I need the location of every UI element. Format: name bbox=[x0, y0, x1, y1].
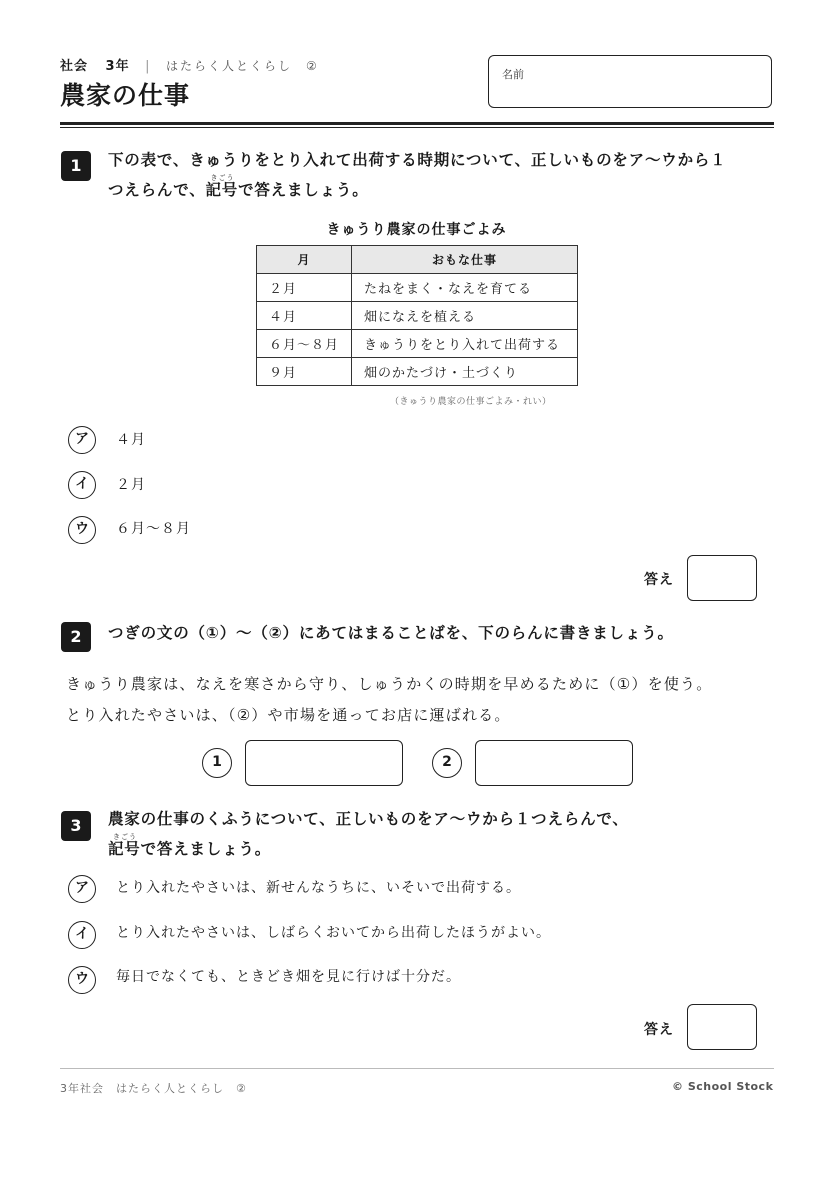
kigou-text: 記号 bbox=[108, 840, 141, 858]
question-number-2: 2 bbox=[61, 622, 91, 652]
table-source: （きゅうり農家の仕事ごよみ・れい） bbox=[390, 397, 552, 407]
question-number-1: 1 bbox=[61, 151, 91, 181]
name-label: 名前 bbox=[502, 68, 524, 81]
blank-1-number: 1 bbox=[202, 748, 232, 778]
answer-label-3: 答え bbox=[644, 1022, 674, 1038]
blank-2-number: 2 bbox=[432, 748, 462, 778]
header-divider: | bbox=[145, 59, 151, 74]
question-3-text bbox=[108, 804, 629, 864]
question-3-line1: 農家の仕事のくふうについて、正しいものをア～ウから１つえらんで、 bbox=[108, 810, 629, 828]
question-2-text: つぎの文の（①）～（②）にあてはまることばを、下のらんに書きましょう。 bbox=[108, 624, 674, 642]
table-row bbox=[257, 302, 578, 330]
question-3-line2-post: で答えましょう。 bbox=[140, 840, 272, 858]
table-cell-work: 畑のかたづけ・土づくり bbox=[352, 358, 578, 386]
footer-copyright: © School Stock bbox=[672, 1080, 774, 1093]
question-2-body-line2: とり入れたやさいは、（②）や市場を通ってお店に運ばれる。 bbox=[66, 706, 511, 724]
table-cell-work: 畑になえを植える bbox=[352, 302, 578, 330]
name-field[interactable] bbox=[488, 55, 772, 108]
table-cell-month: ９月 bbox=[257, 358, 352, 386]
choice-a-mark[interactable]: ア bbox=[68, 426, 96, 454]
choice-a-text: ４月 bbox=[116, 432, 146, 448]
table-cell-work: たねをまく・なえを育てる bbox=[352, 274, 578, 302]
choice-i-mark[interactable]: イ bbox=[68, 471, 96, 499]
choice-u-mark[interactable]: ウ bbox=[68, 516, 96, 544]
table-cell-month: ６月～８月 bbox=[257, 330, 352, 358]
kigou-ruby: きごう bbox=[210, 174, 235, 182]
blank-1-box[interactable] bbox=[245, 740, 403, 786]
answer-box-1[interactable] bbox=[687, 555, 757, 601]
unit-label: はたらく人とくらし ② bbox=[166, 59, 319, 73]
choice-i-mark[interactable]: イ bbox=[68, 921, 96, 949]
question-number-3: 3 bbox=[61, 811, 91, 841]
choice-u-text: 毎日でなくても、ときどき畑を見に行けば十分だ。 bbox=[116, 969, 461, 985]
question-2-body-line1: きゅうり農家は、なえを寒さから守り、しゅうかくの時期を早めるために（①）を使う。 bbox=[66, 675, 713, 693]
table-row bbox=[257, 358, 578, 386]
question-1-line2 bbox=[108, 175, 788, 205]
subject-label: 社会 bbox=[60, 59, 89, 74]
worksheet-subject bbox=[60, 55, 319, 74]
page-title: 農家の仕事 bbox=[60, 81, 191, 110]
question-1-line2-pre: つえらんで、 bbox=[108, 181, 206, 199]
choice-u-text: ６月～８月 bbox=[116, 521, 191, 537]
grade-label: 3年 bbox=[105, 59, 130, 74]
table-cell-month: ２月 bbox=[257, 274, 352, 302]
kigou-ruby: きごう bbox=[113, 833, 137, 841]
table-cell-month: ４月 bbox=[257, 302, 352, 330]
choice-u-mark[interactable]: ウ bbox=[68, 966, 96, 994]
column-header-month: 月 bbox=[257, 246, 352, 274]
column-header-work: おもな仕事 bbox=[352, 246, 578, 274]
choice-i-text: とり入れたやさいは、しばらくおいてから出荷したほうがよい。 bbox=[116, 925, 551, 941]
table-row bbox=[257, 330, 578, 358]
choice-a-mark[interactable]: ア bbox=[68, 875, 96, 903]
footer-rule bbox=[60, 1068, 774, 1069]
table-cell-work: きゅうりをとり入れて出荷する bbox=[352, 330, 578, 358]
kigou-word bbox=[206, 175, 239, 205]
answer-box-3[interactable] bbox=[687, 1004, 757, 1050]
question-1-text bbox=[108, 145, 788, 205]
answer-label-1: 答え bbox=[644, 572, 674, 588]
table-row bbox=[257, 274, 578, 302]
blank-2-box[interactable] bbox=[475, 740, 633, 786]
footer-title: 3年社会 はたらく人とくらし ② bbox=[60, 1082, 247, 1095]
kigou-word bbox=[108, 834, 141, 864]
question-3-line2 bbox=[108, 834, 629, 864]
header-rule-thin bbox=[60, 127, 774, 128]
table-title: きゅうり農家の仕事ごよみ bbox=[326, 222, 507, 238]
work-calendar-table bbox=[256, 245, 578, 386]
table-header-row bbox=[257, 246, 578, 274]
header-rule bbox=[60, 122, 774, 125]
question-1-line2-post: で答えましょう。 bbox=[238, 181, 369, 199]
kigou-text: 記号 bbox=[205, 181, 239, 199]
choice-a-text: とり入れたやさいは、新せんなうちに、いそいで出荷する。 bbox=[116, 880, 521, 896]
choice-i-text: ２月 bbox=[116, 477, 146, 493]
question-1-line1: 下の表で、きゅうりをとり入れて出荷する時期について、正しいものをア～ウから１ bbox=[108, 151, 727, 169]
